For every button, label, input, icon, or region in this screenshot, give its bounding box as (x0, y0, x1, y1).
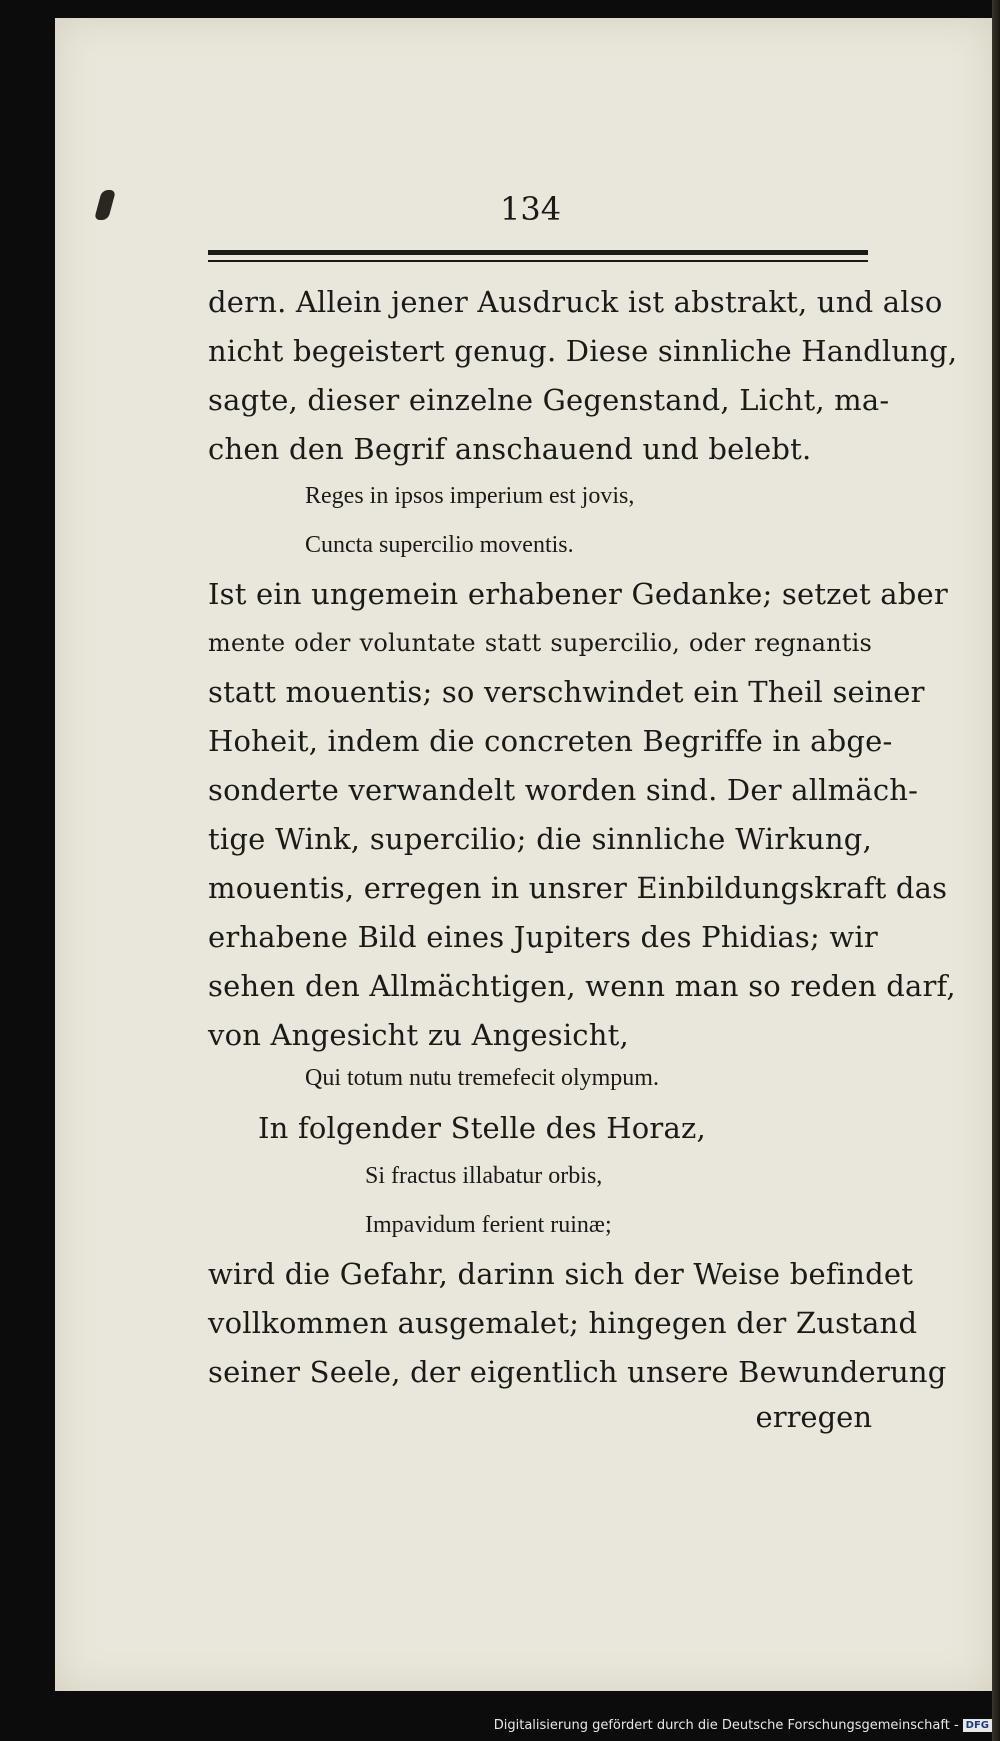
text-line: statt mouentis; so verschwindet ein Theil seiner (208, 675, 925, 709)
text-line: mente oder voluntate statt supercilio, oder regnantis (208, 629, 872, 657)
text-line: wird die Gefahr, darinn sich der Weise befindet (208, 1257, 914, 1291)
text-line: seiner Seele, der eigentlich unsere Bewunderung (208, 1355, 947, 1389)
text-line: erhabene Bild eines Jupiters des Phidias; wir (208, 920, 878, 954)
quote-line: Si fractus illabatur orbis, (365, 1163, 603, 1189)
dfg-logo: DFG (963, 1719, 992, 1732)
paragraph-1 (208, 278, 958, 474)
paragraph-3 (208, 1250, 947, 1397)
text-line: In folgender Stelle des Horaz, (258, 1111, 706, 1145)
text-line: sonderte verwandelt worden sind. Der allmäch- (208, 773, 919, 807)
latin-quote-3 (365, 1152, 765, 1250)
paragraph-2 (208, 570, 956, 1060)
footer-credit (494, 1718, 992, 1733)
quote-line: Impavidum ferient ruinæ; (365, 1212, 612, 1238)
text-line: mouentis, erregen in unsrer Einbildungskraft das (208, 871, 948, 905)
text-line: sagte, dieser einzelne Gegenstand, Licht, ma- (208, 383, 890, 417)
intro-line (258, 1104, 818, 1153)
text-line: tige Wink, supercilio; die sinnliche Wirkung, (208, 822, 872, 856)
quote-line: Qui totum nutu tremefecit olympum. (305, 1065, 659, 1091)
text-line: chen den Begrif anschauend und belebt. (208, 432, 812, 466)
catchword: erregen (755, 1400, 872, 1434)
page-number: 134 (500, 190, 562, 228)
text-line: dern. Allein jener Ausdruck ist abstrakt, und also (208, 285, 943, 319)
header-rule (208, 250, 868, 262)
quote-line: Cuncta supercilio moventis. (305, 532, 574, 558)
book-spine (992, 0, 1000, 1741)
text-line: vollkommen ausgemalet; hingegen der Zustand (208, 1306, 918, 1340)
footer-text: Digitalisierung gefördert durch die Deutsche Forschungsgemeinschaft - (493, 1718, 959, 1733)
latin-quote-2 (305, 1054, 825, 1103)
quote-line: Reges in ipsos imperium est jovis, (305, 483, 635, 509)
latin-quote-1 (305, 472, 805, 570)
text-line: von Angesicht zu Angesicht, (208, 1018, 629, 1052)
text-line: Ist ein ungemein erhabener Gedanke; setzet aber (208, 577, 948, 611)
text-line: Hoheit, indem die concreten Begriffe in abge- (208, 724, 893, 758)
text-line: sehen den Allmächtigen, wenn man so reden darf, (208, 969, 956, 1003)
text-line: nicht begeistert genug. Diese sinnliche Handlung, (208, 334, 958, 368)
